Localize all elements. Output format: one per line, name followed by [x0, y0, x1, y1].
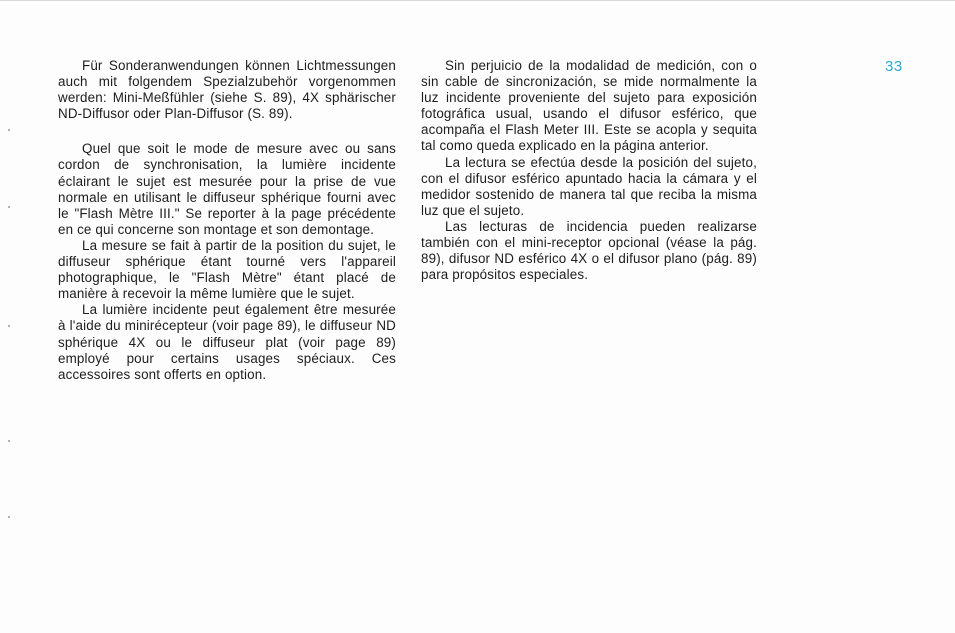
margin-speck [8, 516, 10, 518]
margin-speck [8, 206, 10, 208]
german-paragraph: Für Sonderanwendungen können Lichtmessungen auch mit folgendem Spezialzubehör vorgenommen werden: Mini-Meßfühler (siehe S. 89), 4X sphärischer ND-Diffusor oder Plan-Diffusor (S. 89). [58, 58, 396, 122]
spanish-paragraph-3: Las lecturas de incidencia pueden realizarse también con el mini-receptor opcional (véase la pág. 89), difusor ND esférico 4X o el difusor plano (pág. 89) para propósitos especiales. [421, 218, 757, 283]
spanish-paragraph-1: Sin perjuicio de la modalidad de medición, con o sin cable de sincronización, se mide normalmente la luz incidente proveniente del sujeto para exposición fotográfica usual, usando el difusor esférico, que acompaña el Flash Meter III. Este se acopla y sequita tal como queda explicado en la página anterior. [421, 58, 757, 154]
margin-speck [8, 129, 10, 131]
french-paragraph-2: La mesure se fait à partir de la position du sujet, le diffuseur sphérique étant tourné vers l'appareil photographique, le "Flash Mètre" étant placé de manière à recevoir la même lumière que le sujet. [58, 237, 396, 302]
french-paragraph-3: La lumière incidente peut également être mesurée à l'aide du minirécepteur (voir page 89), le diffuseur ND sphérique 4X ou le diffuseur plat (voir page 89) employé pour certains usages spéciaux. Ces accessoires sont offerts en option. [58, 302, 396, 382]
left-text-column [58, 58, 396, 383]
page-top-edge [0, 0, 955, 1]
right-text-column [421, 58, 757, 283]
french-paragraph-1: Quel que soit le mode de mesure avec ou sans cordon de synchronisation, la lumière incidente éclairant le sujet est mesurée pour la prise de vue normale en utilisant le diffuseur sphérique fourni avec le "Flash Mètre III." Se reporter à la page précédente en ce qui concerne son montage et son demontage. [58, 141, 396, 237]
margin-speck [8, 325, 10, 327]
spanish-paragraph-2: La lectura se efectúa desde la posición del sujeto, con el difusor esférico apuntado hacia la cámara y el medidor sostenido de manera tal que reciba la misma luz que el sujeto. [421, 154, 757, 218]
page-number: 33 [885, 58, 903, 75]
margin-speck [8, 440, 10, 442]
